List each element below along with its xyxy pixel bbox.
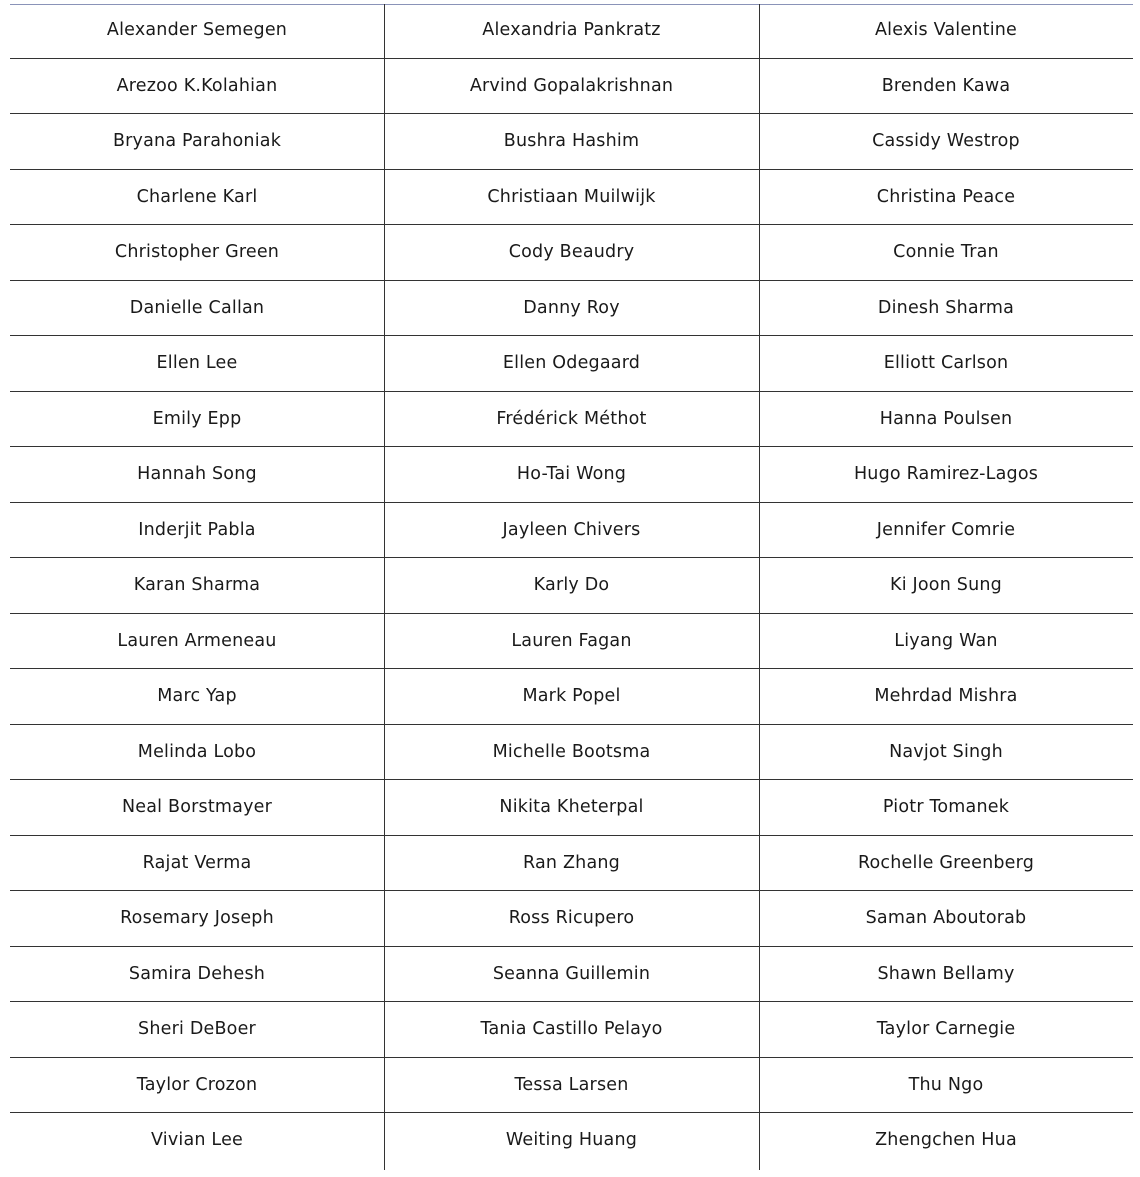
table-row bbox=[10, 225, 1133, 281]
name-cell: Samira Dehesh bbox=[10, 946, 384, 1002]
name-cell: Dinesh Sharma bbox=[759, 280, 1133, 336]
name-cell: Lauren Armeneau bbox=[10, 613, 384, 669]
table-row bbox=[10, 613, 1133, 669]
name-cell: Charlene Karl bbox=[10, 169, 384, 225]
table-row bbox=[10, 336, 1133, 392]
table-row bbox=[10, 558, 1133, 614]
table-row bbox=[10, 3, 1133, 58]
name-cell: Mark Popel bbox=[384, 669, 759, 725]
name-cell: Vivian Lee bbox=[150, 1130, 244, 1151]
name-cell: Arezoo K.Kolahian bbox=[10, 58, 384, 114]
name-cell: Christopher Green bbox=[10, 225, 384, 281]
table-row bbox=[10, 502, 1133, 558]
names-table bbox=[10, 3, 1133, 1168]
name-cell: Nikita Kheterpal bbox=[384, 780, 759, 836]
name-cell: Neal Borstmayer bbox=[10, 780, 384, 836]
name-cell: Ho-Tai Wong bbox=[384, 447, 759, 503]
name-cell: Ki Joon Sung bbox=[759, 558, 1133, 614]
name-cell: Jayleen Chivers bbox=[384, 502, 759, 558]
name-cell: Inderjit Pabla bbox=[10, 502, 384, 558]
table-row bbox=[10, 669, 1133, 725]
name-cell: Alexis Valentine bbox=[759, 3, 1133, 58]
name-cell: Zhengchen Hua bbox=[875, 1130, 1017, 1151]
name-cell: Ran Zhang bbox=[384, 835, 759, 891]
name-cell: Christina Peace bbox=[759, 169, 1133, 225]
name-cell: Danny Roy bbox=[384, 280, 759, 336]
name-cell: Ross Ricupero bbox=[384, 891, 759, 947]
name-cell: Brenden Kawa bbox=[759, 58, 1133, 114]
name-cell: Arvind Gopalakrishnan bbox=[384, 58, 759, 114]
table-row bbox=[10, 891, 1133, 947]
name-cell: Taylor Carnegie bbox=[759, 1002, 1133, 1058]
name-cell: Taylor Crozon bbox=[10, 1057, 384, 1113]
name-cell: Rosemary Joseph bbox=[10, 891, 384, 947]
name-cell: Shawn Bellamy bbox=[759, 946, 1133, 1002]
name-cell: Alexander Semegen bbox=[10, 3, 384, 58]
name-cell: Danielle Callan bbox=[10, 280, 384, 336]
name-cell: Emily Epp bbox=[10, 391, 384, 447]
table-row bbox=[10, 114, 1133, 170]
table-row bbox=[10, 780, 1133, 836]
name-cell: Tania Castillo Pelayo bbox=[384, 1002, 759, 1058]
name-cell: Mehrdad Mishra bbox=[759, 669, 1133, 725]
name-cell: Hannah Song bbox=[10, 447, 384, 503]
name-cell: Ellen Odegaard bbox=[384, 336, 759, 392]
name-cell: Thu Ngo bbox=[759, 1057, 1133, 1113]
table-row bbox=[10, 58, 1133, 114]
table-row bbox=[10, 946, 1133, 1002]
name-cell: Bryana Parahoniak bbox=[10, 114, 384, 170]
table-row bbox=[10, 447, 1133, 503]
name-cell: Cassidy Westrop bbox=[759, 114, 1133, 170]
name-cell: Frédérick Méthot bbox=[384, 391, 759, 447]
names-table-body bbox=[10, 3, 1133, 1168]
name-cell: Hugo Ramirez-Lagos bbox=[759, 447, 1133, 503]
name-cell: Liyang Wan bbox=[759, 613, 1133, 669]
name-cell: Melinda Lobo bbox=[10, 724, 384, 780]
table-row bbox=[10, 169, 1133, 225]
name-cell: Ellen Lee bbox=[10, 336, 384, 392]
name-cell: Navjot Singh bbox=[759, 724, 1133, 780]
name-cell: Hanna Poulsen bbox=[759, 391, 1133, 447]
name-cell: Saman Aboutorab bbox=[759, 891, 1133, 947]
name-cell: Karly Do bbox=[384, 558, 759, 614]
name-cell: Bushra Hashim bbox=[384, 114, 759, 170]
name-cell: Tessa Larsen bbox=[384, 1057, 759, 1113]
name-cell: Lauren Fagan bbox=[384, 613, 759, 669]
name-cell: Seanna Guillemin bbox=[384, 946, 759, 1002]
name-cell: Piotr Tomanek bbox=[759, 780, 1133, 836]
table-row bbox=[10, 1057, 1133, 1113]
name-cell: Alexandria Pankratz bbox=[384, 3, 759, 58]
name-cell: Sheri DeBoer bbox=[10, 1002, 384, 1058]
table-row bbox=[10, 1113, 1133, 1168]
table-row bbox=[10, 280, 1133, 336]
table-row bbox=[10, 724, 1133, 780]
name-cell: Rajat Verma bbox=[10, 835, 384, 891]
table-row bbox=[10, 391, 1133, 447]
name-cell: Marc Yap bbox=[10, 669, 384, 725]
name-cell: Cody Beaudry bbox=[384, 225, 759, 281]
name-cell: Michelle Bootsma bbox=[384, 724, 759, 780]
name-cell: Karan Sharma bbox=[10, 558, 384, 614]
table-row bbox=[10, 1002, 1133, 1058]
name-cell: Jennifer Comrie bbox=[759, 502, 1133, 558]
name-cell: Rochelle Greenberg bbox=[759, 835, 1133, 891]
table-row bbox=[10, 835, 1133, 891]
name-cell: Elliott Carlson bbox=[759, 336, 1133, 392]
name-cell: Christiaan Muilwijk bbox=[384, 169, 759, 225]
name-cell: Connie Tran bbox=[759, 225, 1133, 281]
name-cell: Weiting Huang bbox=[505, 1130, 638, 1151]
